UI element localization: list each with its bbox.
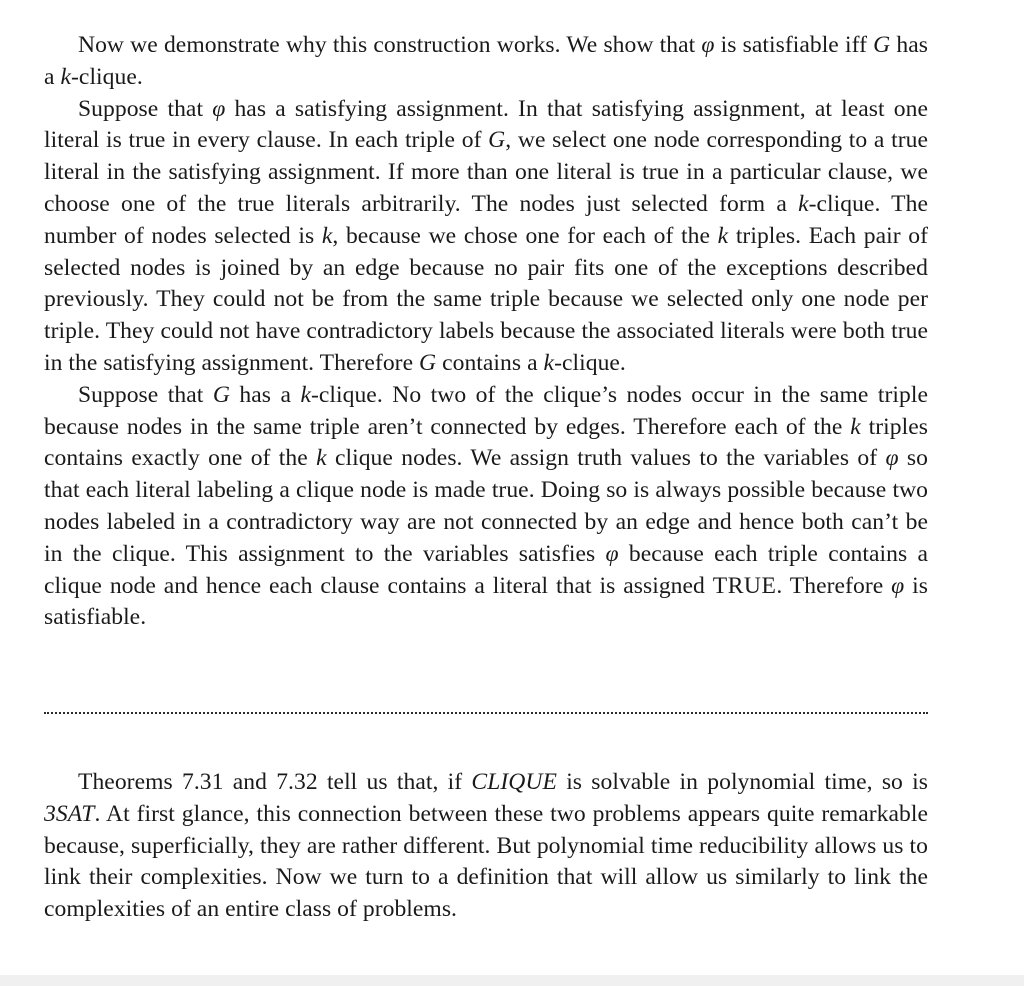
text-run: has a [229, 381, 301, 408]
text-run: contains a [436, 349, 544, 376]
paragraph-theorems-summary [44, 767, 928, 926]
text-run: -clique. [71, 63, 143, 90]
math-italic-run: k [850, 413, 861, 440]
text-run: , we select one node corresponding to a true literal in the satisfying assignment. If more than one literal is true in a particular clause, we choose one of the true literals arbitrarily. The nodes just selected form a [44, 127, 928, 217]
text-run: triples contains exactly one of the [44, 413, 928, 472]
paragraph-satisfying-implies-clique [44, 94, 928, 380]
text-run: so that each literal labeling a clique node is made true. Doing so is always possible because two nodes labeled in a contradictory way are not connected by an edge and hence both can’t be in the clique. This assignment to the variables satisfies [44, 445, 929, 567]
text-run: is satisfiable iff [714, 32, 874, 58]
math-italic-run: 3SAT [44, 800, 95, 827]
text-run: is solvable in polynomial time, so is [556, 769, 928, 795]
text-run: has a satisfying assignment. In that satisfying assignment, at least one literal is true in every clause. In each triple of [44, 95, 928, 154]
math-italic-run: φ [885, 445, 899, 472]
text-run: Now we demonstrate why this construction works. We show that [78, 32, 702, 58]
text-run: -clique. No two of the clique’s nodes occur in the same triple because nodes in the same triple aren’t connected by edges. Therefore each of the [44, 381, 928, 440]
math-italic-run: k [316, 445, 327, 472]
text-run: has a [44, 32, 928, 90]
math-italic-run: CLIQUE [471, 769, 557, 795]
text-run: , because we chose one for each of the [332, 222, 718, 249]
text-run: -clique. The number of nodes selected is [44, 190, 928, 249]
math-italic-run: G [212, 381, 230, 408]
text-run: Suppose that [78, 95, 213, 122]
math-italic-run: k [300, 381, 311, 408]
closing-text-block [44, 767, 928, 926]
paragraph-construction-works [44, 30, 928, 94]
math-italic-run: G [419, 349, 437, 376]
math-italic-run: φ [701, 32, 715, 58]
text-run: Theorems 7.31 and 7.32 tell us that, if [78, 769, 472, 795]
page-bottom-edge [0, 975, 1024, 986]
text-run: because each triple contains a clique node and hence each clause contains a literal that is assigned [44, 540, 929, 599]
math-italic-run: G [488, 127, 506, 154]
math-italic-run: k [717, 222, 729, 249]
text-run: . Therefore [776, 572, 892, 599]
math-italic-run: k [60, 63, 72, 90]
text-run: . At first glance, this connection between these two problems appears quite remarkable because, superficially, they are rather different. But polynomial time reducibility allows us to link their complexities. Now we turn to a definition that will allow us similarly to link the complexities of an entire class of problems. [44, 800, 928, 923]
proof-end-dotted-rule [44, 712, 928, 714]
text-run: Suppose that [78, 381, 213, 408]
math-italic-run: φ [891, 572, 905, 599]
text-run: -clique. [554, 349, 626, 376]
paragraph-clique-implies-satisfying [44, 380, 928, 634]
small-caps-run: TRUE [712, 572, 777, 599]
math-italic-run: k [798, 190, 809, 217]
text-run: triples. Each pair of selected nodes is joined by an edge because no pair fits one of the exceptions described previously. They could not be from the same triple because we selected only one node per triple. They could not have contradictory labels because the associated literals were both true in the satisfying assignment. Therefore [44, 222, 928, 376]
math-italic-run: φ [212, 95, 226, 122]
math-italic-run: φ [605, 540, 619, 567]
math-italic-run: k [321, 222, 333, 249]
math-italic-run: k [543, 349, 555, 376]
text-run: clique nodes. We assign truth values to the variables of [326, 445, 886, 472]
math-italic-run: G [873, 32, 891, 58]
text-run: is satisfiable. [44, 572, 928, 631]
proof-text-block [44, 30, 928, 634]
